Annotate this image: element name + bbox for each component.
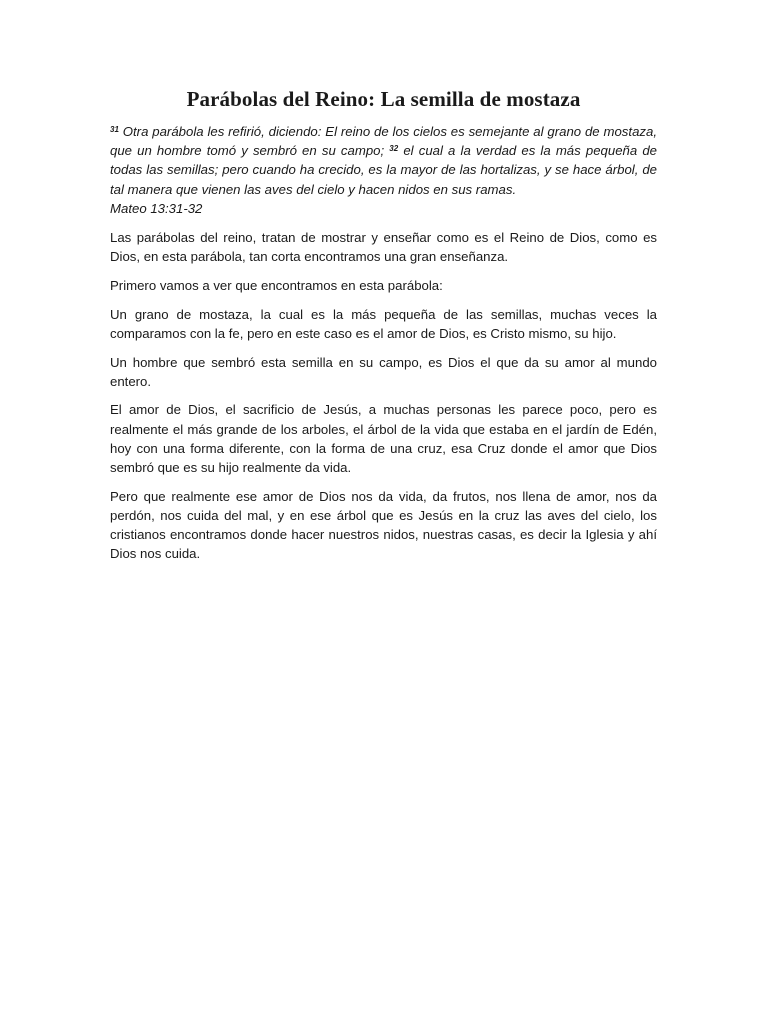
paragraph: Primero vamos a ver que encontramos en esta parábola: xyxy=(110,277,443,293)
paragraph: El amor de Dios, el sacrificio de Jesús, a muchas personas les parece poco, pero es realmente el más grande de los arboles, el árbol de la vida que estaba en el jardín de Edén, hoy con una forma diferente, con la forma de una cruz, esa Cruz donde el amor que Dios sembró que es su hijo realmente da vida. xyxy=(110,402,657,476)
document-title: Parábolas del Reino: La semilla de mostaza xyxy=(186,87,581,111)
paragraph: Pero que realmente ese amor de Dios nos da vida, da frutos, nos llena de amor, nos da perdón, nos cuida del mal, y en ese árbol que es Jesús en la cruz las aves del cielo, los cristianos encontramos donde hacer nuestros nidos, nuestras casas, es decir la Iglesia y ahí Dios nos cuida. xyxy=(110,488,657,562)
document-page xyxy=(110,86,657,573)
scripture-reference: Mateo 13:31-32 xyxy=(110,200,203,216)
verse-text: el cual a la verdad es la más pequeña de todas las semillas; pero cuando ha crecido, es la mayor de las hortalizas, y se hace árbol, de tal manera que vienen las aves del cielo y hacen nidos en sus ramas. xyxy=(110,143,657,197)
paragraph: Las parábolas del reino, tratan de mostrar y enseñar como es el Reino de Dios, como es Dios, en esta parábola, tan corta encontramos una gran enseñanza. xyxy=(110,230,657,265)
verse-number: 31 xyxy=(110,125,119,134)
paragraph: Un hombre que sembró esta semilla en su campo, es Dios el que da su amor al mundo entero. xyxy=(110,354,657,389)
paragraph: Un grano de mostaza, la cual es la más pequeña de las semillas, muchas veces la comparamos con la fe, pero en este caso es el amor de Dios, es Cristo mismo, su hijo. xyxy=(110,306,657,341)
verse-number: 32 xyxy=(389,144,399,154)
verse-text: Otra parábola les refirió, diciendo: El reino de los cielos es semejante al grano de mostaza, que un hombre tomó y sembró en su campo; xyxy=(110,124,657,159)
scripture-quote xyxy=(110,122,657,218)
